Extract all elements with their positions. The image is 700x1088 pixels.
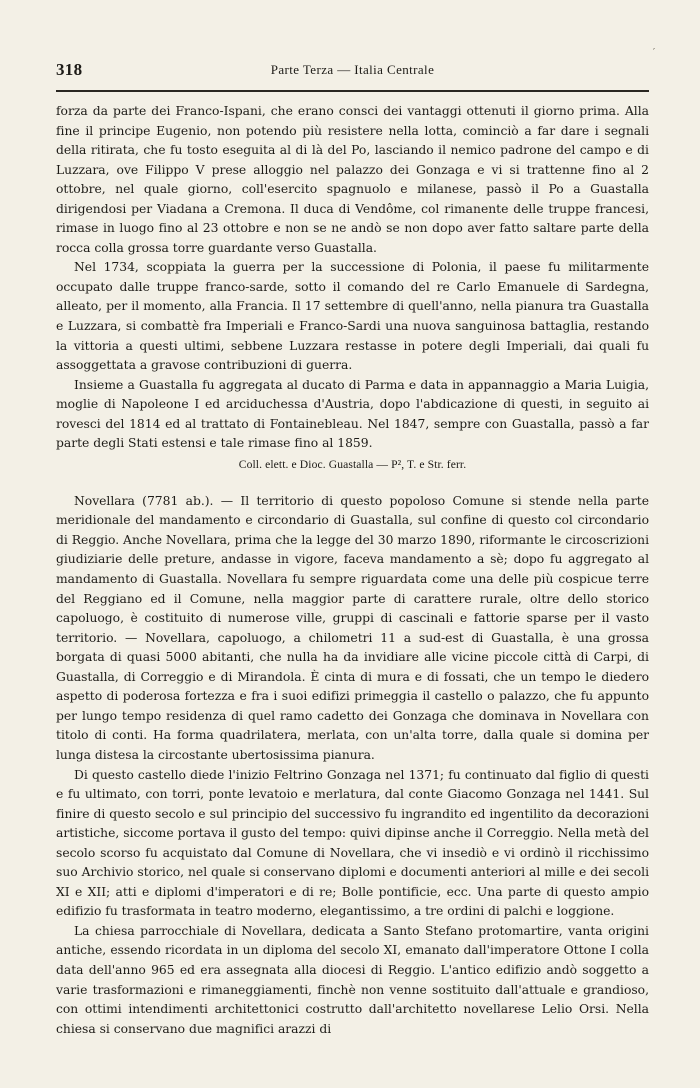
page-number: 318 (56, 60, 83, 79)
paragraph-3: Insieme a Guastalla fu aggregata al ducato di Parma e data in appannaggio a Maria Luigia, moglie di Napoleone I ed arciduchessa d'Austria, dopo l'abdicazione di questi, in seguito ai rovesci del 1814 ed al trattato di Fontainebleau. Nel 1847, sempre con Guastalla, passò a far parte degli Stati estensi e tale rimase fino al 1859. (56, 377, 649, 451)
section-caption: Coll. elett. e Dioc. Guastalla — P², T. e Str. ferr. (238, 457, 467, 471)
paragraph-2: Nel 1734, scoppiata la guerra per la successione di Polonia, il paese fu militarmente occupato dalle truppe franco-sarde, sotto il comando del re Carlo Emanuele di Sardegna, alleato, per il momento, alla Francia. Il 17 settembre di quell'anno, nella pianura tra Guastalla e Luzzara, si combattè fra Imperiali e Franco-Sardi una nuova sanguinosa battaglia, restando la vittoria a questi ultimi, sebbene Luzzara restasse in potere degli Imperiali, dai quali fu assoggettata a gravose contribuzioni di guerra. (56, 260, 649, 373)
paragraph-4-text: (7781 ab.). — Il territorio di questo popoloso Comune si stende nella parte meridionale del mandamento e circondario di Guastalla, sul confine di questo col circondario di Reggio. Anche Novellara, prima che la legge del 30 marzo 1890, riformante le circoscrizioni giudiziarie delle preture, andasse in vigore, faceva mandamento a sè; dopo fu aggregato al mandamento di Guastalla. Novellara fu sempre riguardata come una delle più cospicue terre del Reggiano ed il Comune, nella maggior parte di carattere rurale, oltre dello storico capoluogo, è costituito di numerose ville, gruppi di cascinali e fattorie sparse per il vasto territorio. — Novellara, capoluogo, a chilometri 11 a sud-est di Guastalla, è una grossa borgata di quasi 5000 abitanti, che nulla ha da invidiare alle vicine piccole città di Carpi, di Guastalla, di Correggio e di Mirandola. È cinta di mura e di fossati, che un tempo le diedero aspetto di poderosa fortezza e fra i suoi edifizi primeggia il castello o palazzo, che fu appunto per lungo tempo residenza di quel ramo cadetto dei Gonzaga che dominava in Novellara con titolo di conti. Ha forma quadrilatera, merlata, con un'alta torre, dalla quale si domina per lunga distesa la circostante ubertosissima pianura. (56, 493, 649, 762)
entry-heading-novellara: Novellara (74, 493, 135, 508)
header-rule (56, 90, 649, 92)
book-page (56, 58, 649, 1039)
body-text (56, 102, 649, 1039)
paragraph-6: La chiesa parrocchiale di Novellara, dedicata a Santo Stefano protomartire, vanta origini antiche, essendo ricordata in un diploma del secolo XI, emanato dall'imperatore Ottone I colla data dell'anno 965 ed era assegnata alla diocesi di Reggio. L'antico edifizio andò soggetto a varie trasformazioni e rimaneggiamenti, finchè non venne sostituito dall'attuale e grandioso, con ottimi intendimenti architettonici costrutto dall'architetto novellarese Lelio Orsi. Nella chiesa si conservano due magnifici arazzi di (56, 923, 649, 1036)
paragraph-4 (56, 492, 649, 766)
scan-mark: ′ (653, 48, 656, 58)
paragraph-5: Di questo castello diede l'inizio Feltrino Gonzaga nel 1371; fu continuato dal figlio di questi e fu ultimato, con torri, ponte levatoio e merlatura, dal conte Giacomo Gonzaga nel 1441. Sul finire di questo secolo e sul principio del successivo fu ingrandito ed ingentilito da decorazioni artistiche, siccome portava il gusto del tempo: quivi dipinse anche il Correggio. Nella metà del secolo scorso fu acquistato dal Comune di Novellara, che vi insediò e vi ordinò il ricchissimo suo Archivio storico, nel quale si conservano diplomi e documenti anteriori al mille e dei secoli XI e XII; atti e diplomi d'imperatori e di re; Bolle pontificie, ecc. Una parte di questo ampio edifizio fu trasformata in teatro moderno, elegantissimo, a tre ordini di palchi e loggione. (56, 767, 649, 919)
running-title: Parte Terza — Italia Centrale (270, 62, 435, 77)
running-head (56, 58, 649, 84)
paragraph-1: forza da parte dei Franco-Ispani, che erano consci dei vantaggi ottenuti il giorno prima. Alla fine il principe Eugenio, non potendo più resistere nella lotta, cominciò a far dare i segnali della ritirata, che fu tosto eseguita al di là del Po, lasciando il nemico padrone del campo e di Luzzara, ove Filippo V prese alloggio nel palazzo dei Gonzaga e vi si trattenne fino al 2 ottobre, nel quale giorno, coll'esercito spagnuolo e milanese, passò il Po a Guastalla dirigendosi per Viadana a Cremona. Il duca di Vendôme, col rimanente delle truppe francesi, rimase in luogo fino al 23 ottobre e non se ne andò se non dopo aver fatto saltare parte della rocca colla grossa torre guardante verso Guastalla. (56, 104, 649, 255)
